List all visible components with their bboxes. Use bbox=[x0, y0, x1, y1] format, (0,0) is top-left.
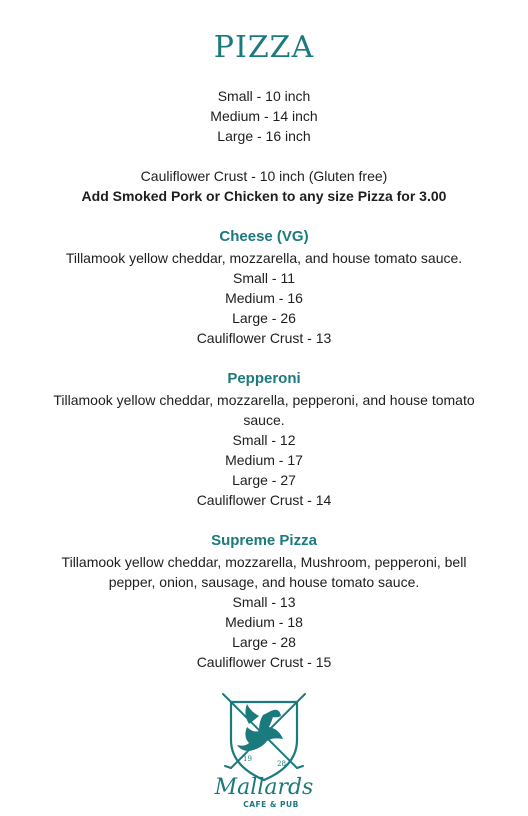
price-cauliflower: Cauliflower Crust - 14 bbox=[196, 492, 332, 508]
item-name-pepperoni: Pepperoni bbox=[227, 370, 301, 387]
mallards-logo bbox=[205, 688, 323, 810]
logo-tagline: CAFE & PUB bbox=[243, 800, 299, 809]
item-description-line: sauce. bbox=[243, 412, 285, 428]
page-title: PIZZA bbox=[213, 30, 315, 65]
price-cauliflower: Cauliflower Crust - 15 bbox=[196, 654, 332, 670]
price-medium: Medium - 16 bbox=[225, 290, 303, 306]
price-medium: Medium - 18 bbox=[225, 614, 303, 630]
price-large: Large - 26 bbox=[232, 310, 296, 326]
cauliflower-note: Cauliflower Crust - 10 inch (Gluten free) bbox=[140, 168, 388, 184]
logo-name: Mallards bbox=[214, 775, 314, 800]
logo-year-right: 28 bbox=[277, 760, 286, 768]
item-description-line: Tillamook yellow cheddar, mozzarella, pepperoni, and house tomato bbox=[53, 392, 475, 408]
price-small: Small - 11 bbox=[233, 270, 295, 286]
price-cauliflower: Cauliflower Crust - 13 bbox=[196, 330, 332, 346]
item-description-line: pepper, onion, sausage, and house tomato sauce. bbox=[108, 574, 420, 590]
price-large: Large - 27 bbox=[232, 472, 296, 488]
price-small: Small - 12 bbox=[232, 432, 296, 448]
logo-year-left: 19 bbox=[243, 755, 252, 763]
price-small: Small - 13 bbox=[232, 594, 296, 610]
item-name-cheese: Cheese (VG) bbox=[219, 228, 309, 245]
addon-note: Add Smoked Pork or Chicken to any size Pizza for 3.00 bbox=[81, 188, 447, 204]
price-medium: Medium - 17 bbox=[225, 452, 303, 468]
size-small: Small - 10 inch bbox=[217, 88, 311, 104]
size-large: Large - 16 inch bbox=[217, 128, 311, 144]
size-medium: Medium - 14 inch bbox=[210, 108, 318, 124]
price-large: Large - 28 bbox=[232, 634, 296, 650]
item-name-supreme: Supreme Pizza bbox=[211, 532, 317, 549]
item-description-line: Tillamook yellow cheddar, mozzarella, Mushroom, pepperoni, bell bbox=[61, 554, 467, 570]
item-description-cheese: Tillamook yellow cheddar, mozzarella, and house tomato sauce. bbox=[65, 250, 463, 266]
